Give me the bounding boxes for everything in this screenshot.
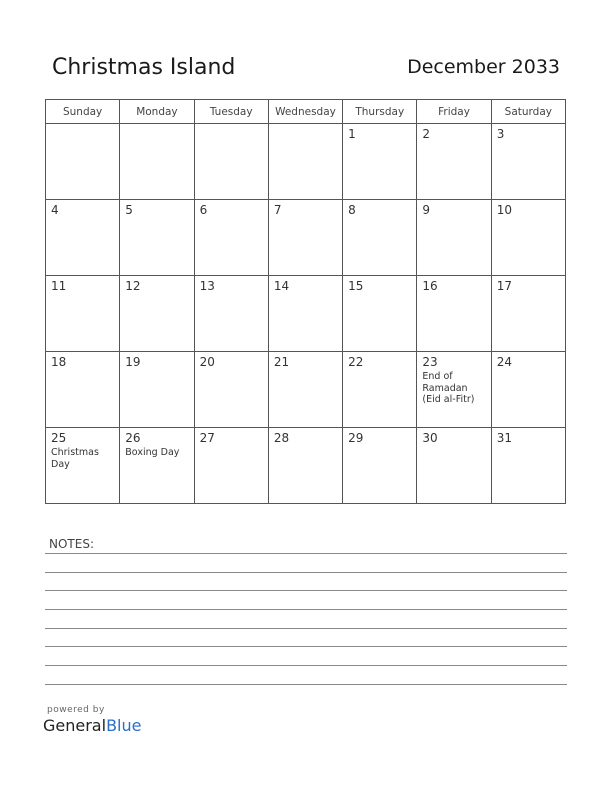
day-cell [194,276,268,352]
day-cell [46,124,120,200]
holiday-label: Christmas Day [51,447,99,470]
weekday-header: Monday [120,100,194,124]
day-number: 17 [496,279,512,293]
day-number: 1 [348,127,356,141]
note-line [45,590,567,591]
day-number: 27 [199,431,215,445]
day-cell [268,200,342,276]
day-number: 4 [51,203,59,217]
day-number: 29 [348,431,364,445]
day-cell [120,352,194,428]
day-cell [417,124,491,200]
day-cell [343,428,417,504]
day-cell [417,352,491,428]
day-number: 13 [199,279,215,293]
weekday-header: Saturday [491,100,565,124]
day-cell [120,200,194,276]
day-cell [491,352,565,428]
day-cell [417,200,491,276]
day-number: 2 [422,127,431,141]
day-cell [491,276,565,352]
weekday-header: Sunday [46,100,120,124]
day-cell [46,352,120,428]
day-cell [268,428,342,504]
note-line [45,684,567,685]
day-number: 11 [51,279,67,293]
calendar-title: Christmas Island [52,55,236,80]
day-cell [120,428,194,504]
day-cell [120,276,194,352]
day-cell [343,276,417,352]
week-row [46,276,566,352]
week-row [46,428,566,504]
day-number: 7 [273,203,282,217]
day-number: 15 [348,279,364,293]
day-cell [268,276,342,352]
day-number: 28 [273,431,290,445]
calendar-month: December 2033 [407,56,560,78]
day-cell [491,200,565,276]
day-number: 16 [422,279,438,293]
day-number: 3 [496,127,505,141]
day-cell [194,124,268,200]
weekday-header: Wednesday [268,100,342,124]
weekday-header: Thursday [343,100,417,124]
note-line [45,553,567,554]
day-number: 23 [422,355,438,369]
day-cell [268,124,342,200]
day-cell [46,276,120,352]
week-row [46,124,566,200]
weekday-header: Tuesday [194,100,268,124]
day-cell [491,124,565,200]
week-row [46,352,566,428]
day-number: 30 [422,431,438,445]
day-number: 22 [348,355,364,369]
day-cell [343,124,417,200]
day-cell [268,352,342,428]
day-number: 21 [273,355,290,369]
day-number: 14 [273,279,290,293]
weekday-header-row [46,100,566,124]
day-cell [417,276,491,352]
holiday-label: End of Ramadan (Eid al-Fitr) [422,371,475,405]
day-cell [194,428,268,504]
note-line [45,665,567,666]
day-number: 10 [496,203,512,217]
note-line [45,628,567,629]
note-line [45,572,567,573]
day-number: 26 [125,431,141,445]
day-number: 31 [496,431,512,445]
note-line [45,646,567,647]
day-cell [120,124,194,200]
brand-blue: Blue [106,716,142,735]
day-number: 18 [51,355,67,369]
day-number: 8 [348,203,356,217]
day-cell [417,428,491,504]
day-cell [194,200,268,276]
day-number: 24 [496,355,512,369]
day-cell [343,200,417,276]
holiday-label: Boxing Day [125,447,180,458]
generalblue-logo [43,716,141,735]
powered-by-text: powered by [47,705,105,715]
day-number: 9 [422,203,431,217]
day-cell [491,428,565,504]
day-number: 19 [125,355,141,369]
day-cell [194,352,268,428]
day-number: 20 [199,355,215,369]
day-number: 5 [125,203,133,217]
calendar-grid [45,99,566,504]
day-number: 6 [199,203,208,217]
day-number: 12 [125,279,141,293]
weekday-header: Friday [417,100,491,124]
day-cell [343,352,417,428]
brand-general: General [43,716,107,735]
calendar-body [46,124,566,504]
day-number: 25 [51,431,67,445]
week-row [46,200,566,276]
note-line [45,609,567,610]
day-cell [46,200,120,276]
day-cell [46,428,120,504]
notes-label: NOTES: [49,537,94,551]
